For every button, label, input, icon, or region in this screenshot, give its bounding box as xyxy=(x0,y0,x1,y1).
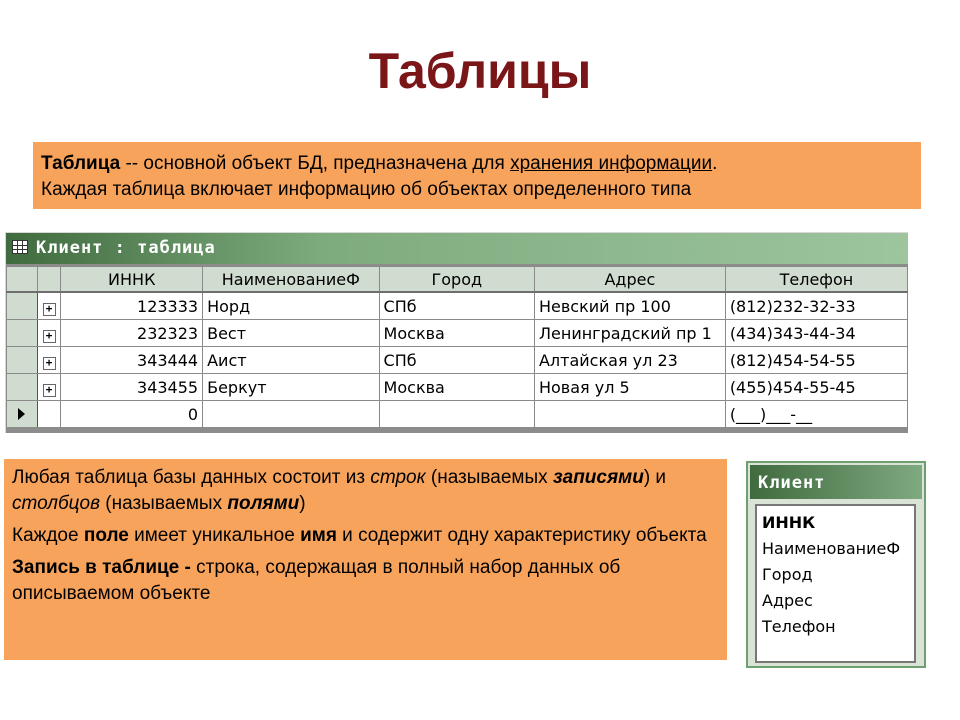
expand-cell xyxy=(37,374,61,401)
row-selector[interactable] xyxy=(7,374,38,401)
phone-mask-cell[interactable]: (___)___-__ xyxy=(725,401,907,428)
table-row xyxy=(7,292,908,320)
expand-cell xyxy=(37,347,61,374)
table-icon xyxy=(12,240,28,254)
info-paragraph-1: Любая таблица базы данных состоит из строк (называемых записями) и столбцов (называемых полями) xyxy=(12,467,667,514)
cell[interactable]: Норд xyxy=(203,292,379,320)
expand-plus-icon[interactable]: + xyxy=(43,384,56,397)
definition-end: . xyxy=(712,153,718,174)
cell[interactable] xyxy=(379,401,534,428)
column-header[interactable]: Адрес xyxy=(534,267,725,293)
cell[interactable]: 123333 xyxy=(61,292,203,320)
field-list-title: Клиент xyxy=(758,473,826,493)
field-list-titlebar[interactable] xyxy=(750,465,922,499)
cell[interactable]: Беркут xyxy=(203,374,379,401)
expand-cell xyxy=(37,292,61,320)
expand-cell xyxy=(37,401,61,428)
expand-plus-icon[interactable]: + xyxy=(43,330,56,343)
cell[interactable]: 232323 xyxy=(61,320,203,347)
cell[interactable] xyxy=(534,401,725,428)
cell[interactable]: Вест xyxy=(203,320,379,347)
window-title: Клиент : таблица xyxy=(36,238,216,258)
info-paragraph-3: Запись в таблице - строка, содержащая в полный набор данных об описываемом объекте xyxy=(12,557,621,604)
field-list-item-key[interactable]: ИННК xyxy=(762,513,816,532)
cell[interactable] xyxy=(203,401,379,428)
datasheet xyxy=(6,266,908,428)
column-header[interactable]: Город xyxy=(379,267,534,293)
definition-link[interactable]: хранения информации xyxy=(510,153,713,174)
expand-cell xyxy=(37,320,61,347)
definition-line2: Каждая таблица включает информацию об объектах определенного типа xyxy=(41,179,692,200)
info-paragraph-2: Каждое поле имеет уникальное имя и содержит одну характеристику объекта xyxy=(12,525,707,546)
field-list xyxy=(755,504,916,663)
cell[interactable]: СПб xyxy=(379,292,534,320)
current-record-arrow-icon xyxy=(18,408,25,420)
cell[interactable]: Алтайская ул 23 xyxy=(534,347,725,374)
field-list-item[interactable]: Адрес xyxy=(762,591,813,610)
window-titlebar[interactable] xyxy=(6,233,908,264)
cell[interactable]: 343444 xyxy=(61,347,203,374)
cell[interactable]: (455)454-55-45 xyxy=(725,374,907,401)
table-window xyxy=(5,232,908,433)
cell[interactable]: (434)343-44-34 xyxy=(725,320,907,347)
cell[interactable]: (812)454-54-55 xyxy=(725,347,907,374)
header-row xyxy=(7,267,908,293)
field-list-window xyxy=(746,461,926,668)
definition-box xyxy=(33,142,921,209)
info-box xyxy=(4,459,727,660)
expand-header xyxy=(37,267,61,293)
cell[interactable]: Невский пр 100 xyxy=(534,292,725,320)
slide-title: Таблицы xyxy=(368,43,592,99)
cell[interactable]: Москва xyxy=(379,320,534,347)
field-list-item[interactable]: НаименованиеФ xyxy=(762,539,901,558)
row-selector[interactable] xyxy=(7,320,38,347)
table-row xyxy=(7,347,908,374)
cell[interactable]: Ленинградский пр 1 xyxy=(534,320,725,347)
cell[interactable]: Аист xyxy=(203,347,379,374)
expand-plus-icon[interactable]: + xyxy=(43,357,56,370)
column-header[interactable]: Телефон xyxy=(725,267,907,293)
field-list-item[interactable]: Телефон xyxy=(762,617,836,636)
row-selector[interactable] xyxy=(7,401,38,428)
field-list-item[interactable]: Город xyxy=(762,565,813,584)
definition-text: -- основной объект БД, предназначена для xyxy=(120,153,511,174)
new-record-row xyxy=(7,401,908,428)
column-header[interactable]: ИННК xyxy=(61,267,203,293)
row-selector[interactable] xyxy=(7,292,38,320)
cell[interactable]: (812)232-32-33 xyxy=(725,292,907,320)
cell[interactable]: СПб xyxy=(379,347,534,374)
corner-selector[interactable] xyxy=(7,267,38,293)
row-selector[interactable] xyxy=(7,347,38,374)
cell[interactable]: Москва xyxy=(379,374,534,401)
table-row xyxy=(7,374,908,401)
cell[interactable]: 343455 xyxy=(61,374,203,401)
cell[interactable]: Новая ул 5 xyxy=(534,374,725,401)
column-header[interactable]: НаименованиеФ xyxy=(203,267,379,293)
definition-term: Таблица xyxy=(41,153,121,174)
table-row xyxy=(7,320,908,347)
expand-plus-icon[interactable]: + xyxy=(43,303,56,316)
cell[interactable]: 0 xyxy=(61,401,203,428)
